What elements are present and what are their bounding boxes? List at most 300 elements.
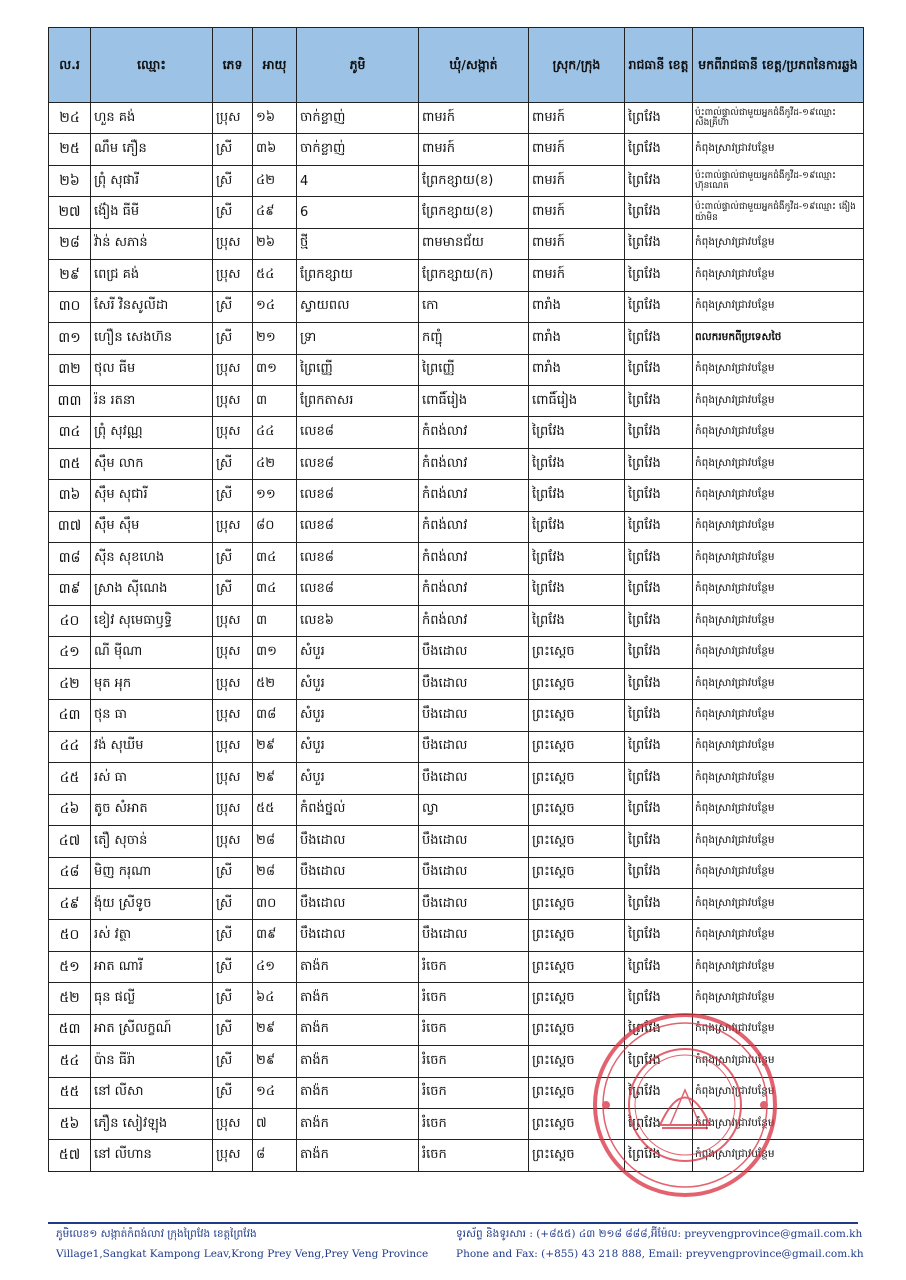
province-cell: ព្រៃវែង — [625, 323, 693, 354]
commune-cell: ពាមរក៍ — [419, 103, 529, 134]
commune-cell: ព្រែកខ្សាយ(ខ) — [419, 197, 529, 228]
status-cell: កំពុងស្រាវជ្រាវបន្ថែម — [693, 134, 864, 165]
status-cell: កំពុងស្រាវជ្រាវបន្ថែម — [693, 888, 864, 919]
row-number-cell: ៥៣ — [49, 1014, 91, 1045]
person-name-cell: ពេជ្រ គង់ — [91, 260, 213, 291]
table-row — [49, 1140, 864, 1171]
person-name-cell: មុត អុក — [91, 668, 213, 699]
table-row — [49, 543, 864, 574]
province-cell: ព្រៃវែង — [625, 668, 693, 699]
commune-cell: រំចេក — [419, 951, 529, 982]
row-number-cell: ៣៩ — [49, 574, 91, 605]
district-cell: ពារាំង — [529, 323, 625, 354]
person-name-cell: នៅ លីសា — [91, 1077, 213, 1108]
sex-cell: ប្រុស — [213, 1109, 253, 1140]
status-cell: កំពុងស្រាវជ្រាវបន្ថែម — [693, 228, 864, 259]
status-cell: កំពុងស្រាវជ្រាវបន្ថែម — [693, 983, 864, 1014]
province-cell: ព្រៃវែង — [625, 857, 693, 888]
province-cell: ព្រៃវែង — [625, 1109, 693, 1140]
age-cell: ៣ — [253, 606, 297, 637]
sex-cell: ប្រុស — [213, 260, 253, 291]
district-cell: ព្រៃវែង — [529, 417, 625, 448]
person-name-cell: ព្រុំ សុវណ្ណ — [91, 417, 213, 448]
province-cell: ព្រៃវែង — [625, 228, 693, 259]
table-row — [49, 103, 864, 134]
village-cell: ចាក់ខ្លាញ់ — [297, 134, 419, 165]
person-name-cell: រស់ ធា — [91, 763, 213, 794]
status-cell: កំពុងស្រាវជ្រាវបន្ថែម — [693, 826, 864, 857]
age-cell: ២៩ — [253, 1014, 297, 1045]
cases-table — [48, 27, 864, 1172]
village-cell: លេខ៨ — [297, 480, 419, 511]
sex-cell: ស្រី — [213, 197, 253, 228]
status-cell: ពលករមកពីប្រទេសថៃ — [693, 323, 864, 354]
row-number-cell: ២៤ — [49, 103, 91, 134]
row-number-cell: ៤០ — [49, 606, 91, 637]
age-cell: ៣៨ — [253, 700, 297, 731]
sex-cell: ស្រី — [213, 574, 253, 605]
row-number-cell: ២៥ — [49, 134, 91, 165]
footer-divider — [48, 1222, 858, 1224]
table-row — [49, 920, 864, 951]
village-cell: ព្រែកតាសរ — [297, 385, 419, 416]
sex-cell: ប្រុស — [213, 637, 253, 668]
commune-cell: កំពង់លាវ — [419, 417, 529, 448]
sex-cell: ស្រី — [213, 134, 253, 165]
sex-cell: ប្រុស — [213, 417, 253, 448]
village-cell: សំបួរ — [297, 700, 419, 731]
person-name-cell: ណឹម ភឿន — [91, 134, 213, 165]
village-cell: កំពង់ថ្នល់ — [297, 794, 419, 825]
age-cell: ៤៤ — [253, 417, 297, 448]
row-number-cell: ២៩ — [49, 260, 91, 291]
province-cell: ព្រៃវែង — [625, 888, 693, 919]
sex-cell: ស្រី — [213, 888, 253, 919]
district-cell: ព្រះស្ដេច — [529, 1109, 625, 1140]
province-cell: ព្រៃវែង — [625, 165, 693, 196]
age-cell: ៣៤ — [253, 543, 297, 574]
commune-cell: កំពង់លាវ — [419, 574, 529, 605]
district-cell: ពាមរក៍ — [529, 197, 625, 228]
district-cell: ព្រះស្ដេច — [529, 731, 625, 762]
status-cell: ប៉ះពាល់ផ្ទាល់ជាមួយអ្នកជំងឺកូវីដ-១៩ឈ្មោះ សឹងគ្រីហ៊ា — [693, 103, 864, 134]
table-row — [49, 291, 864, 322]
age-cell: ៣១ — [253, 637, 297, 668]
village-cell: 6 — [297, 197, 419, 228]
table-row — [49, 323, 864, 354]
person-name-cell: ប៉ាន ធីរ៉ា — [91, 1046, 213, 1077]
commune-cell: កំពង់លាវ — [419, 480, 529, 511]
commune-cell: ពាមរក៍ — [419, 134, 529, 165]
person-name-cell: ថុន ធា — [91, 700, 213, 731]
province-cell: ព្រៃវែង — [625, 103, 693, 134]
commune-cell: ព្រែកខ្សាយ(ខ) — [419, 165, 529, 196]
row-number-cell: ៣១ — [49, 323, 91, 354]
status-cell: កំពុងស្រាវជ្រាវបន្ថែម — [693, 354, 864, 385]
row-number-cell: ៤៩ — [49, 888, 91, 919]
village-cell: លេខ៨ — [297, 511, 419, 542]
village-cell: ស្វាយពល — [297, 291, 419, 322]
province-cell: ព្រៃវែង — [625, 637, 693, 668]
village-cell: បឹងដោល — [297, 826, 419, 857]
district-cell: ព្រះស្ដេច — [529, 1077, 625, 1108]
age-cell: ៥៥ — [253, 794, 297, 825]
village-cell: តាង៉ក — [297, 1014, 419, 1045]
footer-contact-en: Phone and Fax: (+855) 43 218 888, Email: preyvengprovince@gmail.com.kh — [456, 1248, 864, 1260]
footer-contact-km: ទូរស័ព្ទ និងទូរសារ : (+៨៥៥) ៤៣ ២១៨ ៨៨៨,អ៊ីម៉ែល: preyvengprovince@gmail.com.kh — [456, 1228, 863, 1240]
table-row — [49, 511, 864, 542]
table-row — [49, 888, 864, 919]
status-cell: កំពុងស្រាវជ្រាវបន្ថែម — [693, 448, 864, 479]
village-cell: តាង៉ក — [297, 1140, 419, 1171]
province-cell: ព្រៃវែង — [625, 606, 693, 637]
person-name-cell: ភឿន សៀវឡុង — [91, 1109, 213, 1140]
table-row — [49, 1014, 864, 1045]
province-cell: ព្រៃវែង — [625, 794, 693, 825]
village-cell: លេខ៨ — [297, 448, 419, 479]
table-row — [49, 700, 864, 731]
sex-cell: ស្រី — [213, 1014, 253, 1045]
age-cell: ៦៤ — [253, 983, 297, 1014]
person-name-cell: តូច សំអាត — [91, 794, 213, 825]
sex-cell: ប្រុស — [213, 1140, 253, 1171]
row-number-cell: ៤៨ — [49, 857, 91, 888]
table-row — [49, 480, 864, 511]
table-row — [49, 1077, 864, 1108]
person-name-cell: ស៊ឹម ស៊ឹម — [91, 511, 213, 542]
status-cell: កំពុងស្រាវជ្រាវបន្ថែម — [693, 417, 864, 448]
row-number-cell: ៣៤ — [49, 417, 91, 448]
status-cell: កំពុងស្រាវជ្រាវបន្ថែម — [693, 1046, 864, 1077]
header-province: រាជធានី ខេត្ត — [625, 28, 693, 103]
status-cell: កំពុងស្រាវជ្រាវបន្ថែម — [693, 857, 864, 888]
district-cell: ព្រះស្ដេច — [529, 1014, 625, 1045]
sex-cell: ប្រុស — [213, 228, 253, 259]
village-cell: សំបួរ — [297, 637, 419, 668]
table-row — [49, 763, 864, 794]
commune-cell: ល្វា — [419, 794, 529, 825]
commune-cell: ពោធិ៍រៀង — [419, 385, 529, 416]
header-village: ភូមិ — [297, 28, 419, 103]
district-cell: ពាមរក៍ — [529, 165, 625, 196]
table-row — [49, 197, 864, 228]
sex-cell: ប្រុស — [213, 794, 253, 825]
sex-cell: ប្រុស — [213, 731, 253, 762]
person-name-cell: ធុន ផល្លី — [91, 983, 213, 1014]
province-cell: ព្រៃវែង — [625, 448, 693, 479]
age-cell: ២៩ — [253, 1046, 297, 1077]
province-cell: ព្រៃវែង — [625, 731, 693, 762]
commune-cell: ពាមមានជ័យ — [419, 228, 529, 259]
age-cell: ២១ — [253, 323, 297, 354]
sex-cell: ស្រី — [213, 857, 253, 888]
province-cell: ព្រៃវែង — [625, 197, 693, 228]
district-cell: ព្រះស្ដេច — [529, 951, 625, 982]
table-row — [49, 794, 864, 825]
age-cell: ៤១ — [253, 951, 297, 982]
district-cell: ពាមរក៍ — [529, 103, 625, 134]
header-district: ស្រុក/ក្រុង — [529, 28, 625, 103]
commune-cell: រំចេក — [419, 1077, 529, 1108]
row-number-cell: ៥០ — [49, 920, 91, 951]
person-name-cell: ស៊ឹម លាក — [91, 448, 213, 479]
province-cell: ព្រៃវែង — [625, 480, 693, 511]
village-cell: តាង៉ក — [297, 983, 419, 1014]
province-cell: ព្រៃវែង — [625, 260, 693, 291]
commune-cell: បឹងដោល — [419, 857, 529, 888]
status-cell: ប៉ះពាល់ផ្ទាល់ជាមួយអ្នកជំងឺកូវីដ-១៩ឈ្មោះ ង៉ៀង យ៉ាមិន — [693, 197, 864, 228]
province-cell: ព្រៃវែង — [625, 574, 693, 605]
person-name-cell: រស់ វត្ថា — [91, 920, 213, 951]
district-cell: ព្រះស្ដេច — [529, 888, 625, 919]
sex-cell: ប្រុស — [213, 511, 253, 542]
header-age: អាយុ — [253, 28, 297, 103]
village-cell: តាង៉ក — [297, 1077, 419, 1108]
table-row — [49, 260, 864, 291]
header-source: មកពីរាជធានី ខេត្ត/ប្រភពនៃការឆ្លង — [693, 28, 864, 103]
status-cell: កំពុងស្រាវជ្រាវបន្ថែម — [693, 637, 864, 668]
age-cell: ៣ — [253, 385, 297, 416]
row-number-cell: ៥៥ — [49, 1077, 91, 1108]
table-row — [49, 668, 864, 699]
person-name-cell: ហួន គង់ — [91, 103, 213, 134]
sex-cell: ស្រី — [213, 543, 253, 574]
person-name-cell: អាត ស្រីលក្ខណ៍ — [91, 1014, 213, 1045]
commune-cell: កោ — [419, 291, 529, 322]
district-cell: ព្រៃវែង — [529, 511, 625, 542]
district-cell: ព្រៃវែង — [529, 480, 625, 511]
sex-cell: ស្រី — [213, 480, 253, 511]
status-cell: កំពុងស្រាវជ្រាវបន្ថែម — [693, 511, 864, 542]
sex-cell: ប្រុស — [213, 826, 253, 857]
district-cell: ពាមរក៍ — [529, 228, 625, 259]
table-row — [49, 574, 864, 605]
row-number-cell: ៣៦ — [49, 480, 91, 511]
province-cell: ព្រៃវែង — [625, 1140, 693, 1171]
commune-cell: បឹងដោល — [419, 700, 529, 731]
row-number-cell: ៣៧ — [49, 511, 91, 542]
district-cell: ពារាំង — [529, 291, 625, 322]
table-row — [49, 951, 864, 982]
row-number-cell: ៤៧ — [49, 826, 91, 857]
table-header-row — [49, 28, 864, 103]
age-cell: ២៦ — [253, 228, 297, 259]
person-name-cell: ង៉ុយ ស្រីទូច — [91, 888, 213, 919]
commune-cell: កំពង់លាវ — [419, 606, 529, 637]
village-cell: ព្រែកខ្សាយ — [297, 260, 419, 291]
person-name-cell: ណី ម៉ីណា — [91, 637, 213, 668]
person-name-cell: នៅ លីហាន — [91, 1140, 213, 1171]
person-name-cell: ស៊ឹម សុជារី — [91, 480, 213, 511]
row-number-cell: ៥៦ — [49, 1109, 91, 1140]
village-cell: 4 — [297, 165, 419, 196]
status-cell: កំពុងស្រាវជ្រាវបន្ថែម — [693, 543, 864, 574]
village-cell: តាង៉ក — [297, 951, 419, 982]
person-name-cell: ស្រាង ស៊ីណេង — [91, 574, 213, 605]
commune-cell: រំចេក — [419, 1046, 529, 1077]
sex-cell: ប្រុស — [213, 103, 253, 134]
table-row — [49, 731, 864, 762]
status-cell: កំពុងស្រាវជ្រាវបន្ថែម — [693, 1109, 864, 1140]
district-cell: ពាមរក៍ — [529, 260, 625, 291]
table-row — [49, 857, 864, 888]
village-cell: ចាក់ខ្លាញ់ — [297, 103, 419, 134]
footer-address-en: Village1,Sangkat Kampong Leav,Krong Prey Veng,Prey Veng Province — [56, 1248, 429, 1260]
status-cell: កំពុងស្រាវជ្រាវបន្ថែម — [693, 1140, 864, 1171]
district-cell: ព្រះស្ដេច — [529, 1046, 625, 1077]
district-cell: ព្រះស្ដេច — [529, 826, 625, 857]
sex-cell: ប្រុស — [213, 763, 253, 794]
person-name-cell: ង៉ៀង ធីមី — [91, 197, 213, 228]
village-cell: បឹងដោល — [297, 920, 419, 951]
person-name-cell: ព្រុំ សុផារី — [91, 165, 213, 196]
age-cell: ៣១ — [253, 354, 297, 385]
row-number-cell: ៣៣ — [49, 385, 91, 416]
header-name: ឈ្មោះ — [91, 28, 213, 103]
status-cell: កំពុងស្រាវជ្រាវបន្ថែម — [693, 794, 864, 825]
status-cell: កំពុងស្រាវជ្រាវបន្ថែម — [693, 260, 864, 291]
age-cell: ១៤ — [253, 1077, 297, 1108]
province-cell: ព្រៃវែង — [625, 1046, 693, 1077]
age-cell: ២៩ — [253, 763, 297, 794]
age-cell: ៤២ — [253, 448, 297, 479]
table-row — [49, 1109, 864, 1140]
table-row — [49, 417, 864, 448]
commune-cell: បឹងដោល — [419, 920, 529, 951]
row-number-cell: ៤៦ — [49, 794, 91, 825]
village-cell: ព្រៃញ្ញើ — [297, 354, 419, 385]
age-cell: ៥៤ — [253, 260, 297, 291]
row-number-cell: ៥១ — [49, 951, 91, 982]
row-number-cell: ៤៥ — [49, 763, 91, 794]
row-number-cell: ២៨ — [49, 228, 91, 259]
table-row — [49, 134, 864, 165]
sex-cell: ស្រី — [213, 951, 253, 982]
commune-cell: រំចេក — [419, 1109, 529, 1140]
province-cell: ព្រៃវែង — [625, 134, 693, 165]
age-cell: ១៤ — [253, 291, 297, 322]
age-cell: ៨ — [253, 1140, 297, 1171]
person-name-cell: ស៊ីន សុខហេង — [91, 543, 213, 574]
footer-address-km: ភូមិលេខ១ សង្កាត់កំពង់លាវ ក្រុងព្រៃវែង ខេត្តព្រៃវែង — [56, 1228, 257, 1240]
status-cell: កំពុងស្រាវជ្រាវបន្ថែម — [693, 1014, 864, 1045]
village-cell: លេខ៨ — [297, 543, 419, 574]
status-cell: កំពុងស្រាវជ្រាវបន្ថែម — [693, 480, 864, 511]
village-cell: សំបួរ — [297, 731, 419, 762]
table-row — [49, 637, 864, 668]
district-cell: ព្រៃវែង — [529, 448, 625, 479]
table-row — [49, 1046, 864, 1077]
sex-cell: ស្រី — [213, 1077, 253, 1108]
header-no: ល.រ — [49, 28, 91, 103]
status-cell: កំពុងស្រាវជ្រាវបន្ថែម — [693, 574, 864, 605]
row-number-cell: ៤៣ — [49, 700, 91, 731]
person-name-cell: ខៀវ សុមេធាឫទ្ធិ — [91, 606, 213, 637]
age-cell: ៣០ — [253, 888, 297, 919]
sex-cell: ស្រី — [213, 920, 253, 951]
status-cell: កំពុងស្រាវជ្រាវបន្ថែម — [693, 606, 864, 637]
header-commune: ឃុំ/សង្កាត់ — [419, 28, 529, 103]
age-cell: ៨០ — [253, 511, 297, 542]
village-cell: ថ្មី — [297, 228, 419, 259]
sex-cell: ស្រី — [213, 323, 253, 354]
row-number-cell: ៥៧ — [49, 1140, 91, 1171]
district-cell: ព្រះស្ដេច — [529, 668, 625, 699]
province-cell: ព្រៃវែង — [625, 983, 693, 1014]
commune-cell: រំចេក — [419, 1014, 529, 1045]
commune-cell: កំពង់លាវ — [419, 448, 529, 479]
commune-cell: ព្រៃញ្ញើ — [419, 354, 529, 385]
age-cell: ៣៩ — [253, 920, 297, 951]
status-cell: កំពុងស្រាវជ្រាវបន្ថែម — [693, 700, 864, 731]
commune-cell: បឹងដោល — [419, 637, 529, 668]
status-cell: កំពុងស្រាវជ្រាវបន្ថែម — [693, 731, 864, 762]
province-cell: ព្រៃវែង — [625, 385, 693, 416]
status-cell: កំពុងស្រាវជ្រាវបន្ថែម — [693, 920, 864, 951]
district-cell: ព្រៃវែង — [529, 543, 625, 574]
age-cell: ៤៩ — [253, 197, 297, 228]
status-cell: កំពុងស្រាវជ្រាវបន្ថែម — [693, 385, 864, 416]
village-cell: លេខ៦ — [297, 606, 419, 637]
district-cell: ព្រះស្ដេច — [529, 763, 625, 794]
district-cell: ព្រះស្ដេច — [529, 637, 625, 668]
sex-cell: ប្រុស — [213, 385, 253, 416]
table-row — [49, 448, 864, 479]
village-cell: លេខ៨ — [297, 574, 419, 605]
age-cell: ២៨ — [253, 857, 297, 888]
person-name-cell: មិញ ករុណា — [91, 857, 213, 888]
age-cell: ៤២ — [253, 165, 297, 196]
table-row — [49, 354, 864, 385]
village-cell: លេខ៨ — [297, 417, 419, 448]
person-name-cell: រ៉ន រតនា — [91, 385, 213, 416]
village-cell: សំបួរ — [297, 763, 419, 794]
person-name-cell: អាត ណារី — [91, 951, 213, 982]
province-cell: ព្រៃវែង — [625, 826, 693, 857]
district-cell: ពោធិ៍រៀង — [529, 385, 625, 416]
row-number-cell: ៣២ — [49, 354, 91, 385]
table-row — [49, 826, 864, 857]
status-cell: កំពុងស្រាវជ្រាវបន្ថែម — [693, 291, 864, 322]
province-cell: ព្រៃវែង — [625, 1014, 693, 1045]
province-cell: ព្រៃវែង — [625, 700, 693, 731]
district-cell: ពារាំង — [529, 354, 625, 385]
sex-cell: ស្រី — [213, 1046, 253, 1077]
province-cell: ព្រៃវែង — [625, 511, 693, 542]
district-cell: ព្រះស្ដេច — [529, 920, 625, 951]
district-cell: ព្រៃវែង — [529, 574, 625, 605]
district-cell: ព្រះស្ដេច — [529, 983, 625, 1014]
commune-cell: រំចេក — [419, 1140, 529, 1171]
row-number-cell: ៣០ — [49, 291, 91, 322]
province-cell: ព្រៃវែង — [625, 543, 693, 574]
age-cell: ៣៦ — [253, 134, 297, 165]
row-number-cell: ២៦ — [49, 165, 91, 196]
age-cell: ៧ — [253, 1109, 297, 1140]
village-cell: បឹងដោល — [297, 888, 419, 919]
commune-cell: បឹងដោល — [419, 731, 529, 762]
sex-cell: ប្រុស — [213, 606, 253, 637]
district-cell: ព្រះស្ដេច — [529, 1140, 625, 1171]
province-cell: ព្រៃវែង — [625, 920, 693, 951]
village-cell: សំបួរ — [297, 668, 419, 699]
row-number-cell: ៤១ — [49, 637, 91, 668]
row-number-cell: ៥២ — [49, 983, 91, 1014]
row-number-cell: ២៧ — [49, 197, 91, 228]
person-name-cell: តឿ សុចាន់ — [91, 826, 213, 857]
person-name-cell: ថុល ធីម — [91, 354, 213, 385]
village-cell: ទ្រា — [297, 323, 419, 354]
